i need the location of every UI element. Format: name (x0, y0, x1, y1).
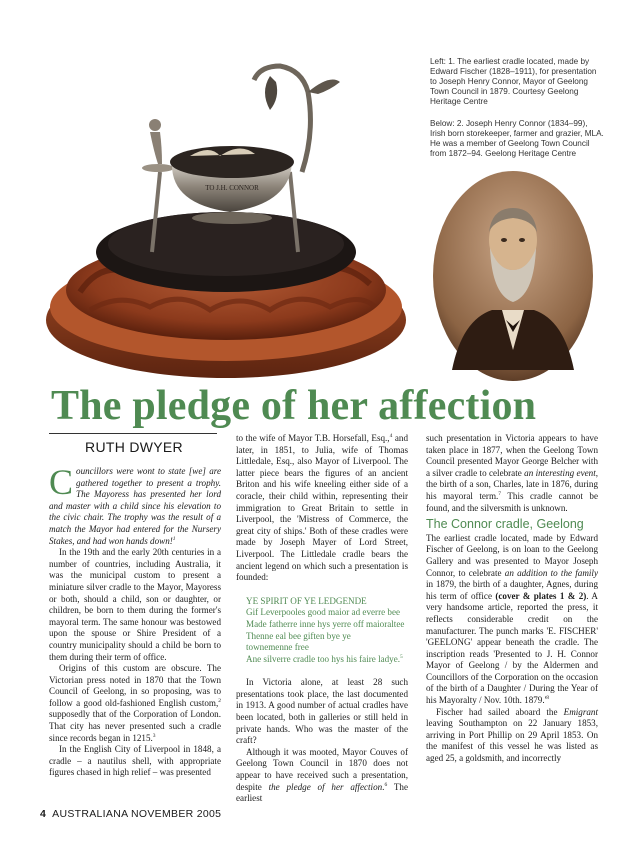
page-footer (40, 808, 221, 820)
verse-line: Thenne eal bee giften bye ye (246, 630, 351, 641)
page-number: 4 (40, 808, 47, 820)
col3-para-1-italic: an interesting event (524, 467, 596, 478)
col2-para-2: In Victoria alone, at least 28 such presentations took place, the last documented in 1913. A good number of actual cradles have been located, both in galleries or still held in private hands. Who was the master of the craft? (236, 677, 408, 746)
verse-block (246, 596, 408, 666)
verse-line: Made fatherre inne hys yerre off maioraltee (246, 618, 405, 629)
verse-line: townemenne free (246, 642, 309, 653)
note-ref: 4 (389, 432, 393, 439)
article-title: The pledge of her affection (51, 383, 537, 429)
col3-para-1b-text: , the birth of a son, Charles, late in 1876, during his mayoral term. (426, 467, 598, 501)
col1-para-2 (49, 663, 221, 744)
author-rule (49, 433, 217, 434)
col3-para-2-italic: an addition to the family (504, 567, 598, 578)
note-ref: 5 (400, 653, 403, 660)
verse-line: YE SPIRIT OF YE LEDGENDE (246, 595, 367, 606)
note-ref: 8 (546, 695, 550, 702)
col2-para-3-italic: the pledge of her affection (268, 781, 383, 792)
col1-para-3: In the English City of Liverpool in 1848, a cradle – a nautilus shell, with appropriate figures chased in high relief – was presented (49, 744, 221, 778)
col2-para-3b-text: The earliest (236, 781, 408, 804)
publication-name: AUSTRALIANA NOVEMBER 2005 (52, 808, 222, 820)
col3-para-2b-text: in 1879, the birth of a daughter, Agnes, during his term of office (426, 579, 598, 601)
lead-paragraph (49, 462, 221, 779)
note-ref: 3 (152, 732, 156, 739)
col3-para-1 (426, 433, 598, 514)
author-name: RUTH DWYER (85, 439, 183, 455)
verse-line (246, 654, 408, 666)
col3-para-3b-text: leaving Southampton on 22 January 1853, arriving in Port Phillip on 29 April 1853. On the manifest of this vessel he was listed as aged 25, a goldsmith, and incorrectly (426, 718, 598, 764)
col3-para-2-bold: (cover & plates 1 & 2) (495, 590, 587, 601)
col2-para-3a-text: Although it was mooted, Mayor Couves of Geelong Town Council in 1870 does not appear to have received such a presentation, despite (236, 746, 408, 792)
col1-para-2-text: Origins of this custom are obscure. The Victorian press noted in 1870 that the Town Council of Geelong, in so proposing, was to follow a good old-fashioned English custom, (49, 663, 221, 708)
note-ref: 6 (384, 781, 388, 788)
col3-para-1c-text: This cradle cannot be found, and the silversmith is unknown. (426, 490, 598, 513)
lead-text: ouncillors were wont to state [we] are gathered together to present a trophy. The Mayoress has presented her lord and master with a child since his elevation to the civic chair. The trophy was the result of a match the Mayor had entered for the Nursery Stakes, and had won hands down! (49, 466, 221, 546)
drop-cap: C (49, 462, 74, 502)
col2-para-1b-text: and later, in 1851, to Julia, wife of Thomas Littledale, Esq., also Mayor of Liverpool. The latter piece bears the figures of an ancient Briton and his wife kneeling either side of a coracle, their child within, representing their immigration to Great Britain to settle in Liverpool, the 'Mistress of Commerce, the great city of ships.' Both of these cradles were made by Joseph Mayer of Lord Street, Liverpool. The Littledale cradle bears the ancient legend on which such a presentation is founded: (236, 433, 408, 583)
note-ref: 2 (218, 697, 221, 704)
caption-left: Left: 1. The earliest cradle located, made by Edward Fischer (1828–1911), for presentation to Joseph Henry Connor, Mayor of Geelong Town Council in 1879. Courtesy Geelong Heritage Centre (430, 57, 597, 107)
col2-para-3: Although it was mooted, Mayor Couves of Geelong Town Council in 1870 does not appear to have received such a presentation, despite the pledge of her affection.$^6$ The earliest (236, 746, 408, 804)
col3-para-3-italic: Emigrant (563, 706, 598, 717)
col1-para-2b-text: supposedly that of the Corporation of London. That city has never presented such a cradle since records began in 1215. (49, 709, 221, 743)
col1-para-1: In the 19th and the early 20th centuries in a number of countries, including Australia, it was the municipal custom to present a miniature silver cradle to the Mayor, Mayoress or both, should a child, son or daughter, or children, be born to them during the former's mayoral term. The same honour was bestowed upon the spouse or Shire President of a country municipality should a child be born to them during their term of office. (49, 547, 221, 662)
col3-para-2c-text: . A very handsome article, reported the press, it reflects considerable credit on the manufacturer. The punch marks 'E. FISCHER' 'GEELONG' appear beneath the cradle. The inscription reads 'Presented to J. H. Connor Mayor of Geelong / by the Aldermen and Councillors of the Corporation on the occasion of the birth of a Daughter / During the Year of his Mayoralty / Nov. 10th. 1879.' (426, 590, 598, 706)
col2-para-1 (236, 433, 408, 584)
section-heading: The Connor cradle, Geelong (426, 517, 584, 532)
cradle-photo (40, 52, 412, 384)
note-ref: 1 (172, 535, 176, 542)
col3-para-2 (426, 533, 598, 707)
column-3 (426, 433, 598, 765)
col3-para-1a-text: such presentation in Victoria appears to have taken place in 1877, when the Geelong Town Council presented Mayor George Belcher with a silver cradle to celebrate (426, 433, 598, 478)
note-ref: 7 (498, 490, 502, 497)
col3-para-2a-text: The earliest cradle located, made by Edward Fischer of Geelong, is on loan to the Geelong Gallery and was presented to Mayor Joseph Connor, to celebrate (426, 532, 598, 578)
column-2 (236, 433, 408, 805)
verse-line: Gif Leverpooles good maior ad everre bee (246, 607, 401, 618)
cradle-engraving: TO J.H. CONNOR (205, 184, 259, 192)
verse-line-text: Ane silverre cradle too hys his faire ladye. (246, 653, 401, 664)
col3-para-3a-text: Fischer had sailed aboard the (436, 706, 564, 717)
col2-para-1a-text: to the wife of Mayor T.B. Horsefall, Esq., (236, 433, 390, 443)
caption-below: Below: 2. Joseph Henry Connor (1834–99), Irish born storekeeper, farmer and grazier, MLA. He was a member of Geelong Town Council from 1872–94. Geelong Heritage Centre (430, 119, 604, 159)
col3-para-3 (426, 707, 598, 765)
portrait-photo (432, 170, 594, 382)
